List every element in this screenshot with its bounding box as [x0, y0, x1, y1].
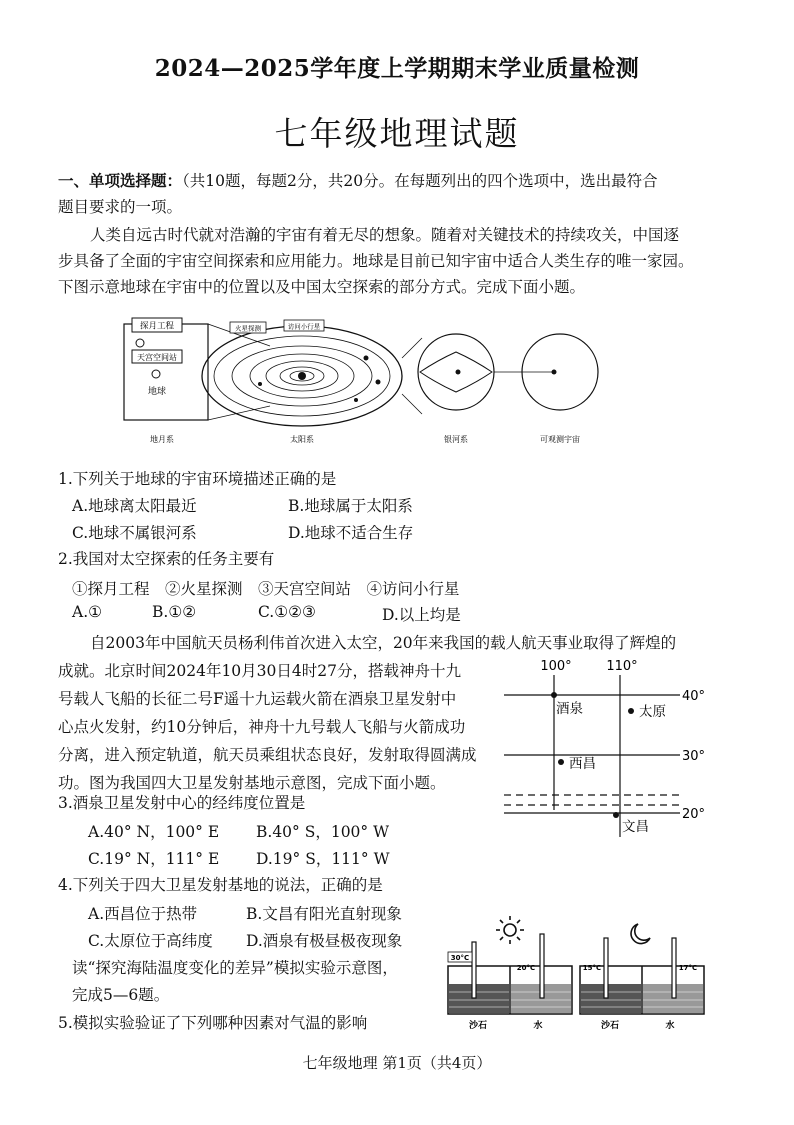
day-water-temp: 20°C [516, 964, 536, 972]
passage-2 [58, 657, 508, 797]
xichang-label: 西昌 [569, 756, 596, 772]
q4-stem: 4.下列关于四大卫星发射基地的说法，正确的是 [58, 876, 383, 894]
q1-option-a[interactable]: A.地球离太阳最近 [72, 497, 197, 515]
exam-title: 2024—2025学年度上学期期末学业质量检测 [154, 55, 640, 82]
lat-20-label: 20° [682, 807, 706, 822]
q3-option-d[interactable]: D.19° S，111° W [256, 850, 390, 868]
q4-option-b[interactable]: B.文昌有阳光直射现象 [246, 905, 402, 923]
night-sand-label: 沙石 [600, 1021, 620, 1031]
q1-option-c[interactable]: C.地球不属银河系 [72, 524, 197, 542]
q3-stem: 3.酒泉卫星发射中心的经纬度位置是 [58, 794, 306, 812]
passage-2-line1-wrap [58, 630, 748, 656]
caption-universe: 可观测宇宙 [540, 435, 580, 444]
day-water-label: 水 [533, 1021, 543, 1031]
wenchang-marker [613, 812, 619, 818]
q4-option-d[interactable]: D.酒泉有极昼极夜现象 [246, 932, 403, 950]
q3-option-a[interactable]: A.40° N，100° E [88, 823, 220, 841]
moon-probe-label: 探月工程 [139, 321, 175, 332]
q2-items: ①探月工程 ②火星探测 ③天宫空间站 ④访问小行星 [72, 580, 460, 598]
section-instructions-line2: 题目要求的一项。 [58, 198, 183, 216]
sun-icon [298, 372, 306, 380]
passage-3-line2: 完成5—6题。 [72, 986, 170, 1004]
subject-title: 七年级地理试题 [274, 114, 520, 153]
earth-label: 地球 [147, 387, 167, 397]
cosmic-hierarchy-figure [120, 310, 620, 450]
passage-1-line2: 步具备了全面的宇宙空间探索和应用能力。地球是目前已知宇宙中适合人类生存的唯一家园。 [58, 252, 694, 270]
jiuquan-label: 酒泉 [556, 701, 583, 717]
earth-icon [152, 370, 160, 378]
q3-option-b[interactable]: B.40° S，100° W [256, 823, 390, 841]
jiuquan-marker [551, 692, 557, 698]
tiangong-label: 天宫空间站 [137, 353, 177, 362]
asteroid-label: 访问小行星 [287, 322, 321, 331]
passage-2-line2: 成就。北京时间2024年10月30日4时27分，搭载神舟十九 [58, 662, 461, 680]
passage-3-line1: 读“探究海陆温度变化的差异”模拟实验示意图， [72, 959, 398, 977]
q1-stem: 1.下列关于地球的宇宙环境描述正确的是 [58, 470, 337, 488]
q2-option-d[interactable]: D.以上均是 [382, 606, 461, 624]
section-heading: 一、单项选择题： [58, 171, 183, 190]
moon-icon [136, 339, 144, 347]
passage-2-line3: 号载人飞船的长征二号F遥十九运载火箭在酒泉卫星发射中 [58, 690, 457, 708]
section-instructions-line1: （共10题，每题2分，共20分。在每题列出的四个选项中，选出最符合 [182, 172, 658, 190]
mars-label: 火星探测 [235, 324, 261, 333]
lon-100-label: 100° [540, 659, 572, 674]
passage-2-line4: 心点火发射，约10分钟后，神舟十九号载人飞船与火箭成功 [58, 718, 466, 736]
night-tank [580, 938, 704, 1014]
lon-110-label: 110° [606, 659, 638, 674]
q4-option-a[interactable]: A.西昌位于热带 [88, 905, 198, 923]
caption-galaxy: 银河系 [444, 435, 468, 444]
taiyuan-label: 太原 [639, 704, 666, 720]
night-water-temp: 17°C [678, 964, 698, 972]
q2-option-c[interactable]: C.①②③ [258, 603, 316, 621]
q3-option-c[interactable]: C.19° N，111° E [88, 850, 220, 868]
night-sand-temp: 15°C [582, 964, 602, 972]
q1-option-d[interactable]: D.地球不适合生存 [288, 524, 414, 542]
moon-icon [631, 924, 650, 944]
section-instructions [58, 168, 748, 220]
xichang-marker [558, 759, 564, 765]
q5-stem: 5.模拟实验验证了下列哪种因素对气温的影响 [58, 1014, 368, 1032]
lat-40-label: 40° [682, 689, 706, 704]
caption-earth-moon: 地月系 [150, 435, 174, 444]
earth-moon-box [124, 324, 208, 420]
wenchang-label: 文昌 [622, 819, 649, 835]
passage-1-line1: 人类自远古时代就对浩瀚的宇宙有着无尽的想象。随着对关键技术的持续攻关，中国逐 [90, 226, 680, 244]
passage-2-line6: 功。图为我国四大卫星发射基地示意图，完成下面小题。 [58, 774, 446, 792]
q1-option-b[interactable]: B.地球属于太阳系 [288, 497, 413, 515]
day-sand-temp: 30°C [450, 954, 470, 962]
page-footer: 七年级地理 第1页（共4页） [302, 1054, 492, 1072]
caption-solar: 太阳系 [290, 435, 314, 444]
q2-option-b[interactable]: B.①② [152, 603, 197, 621]
launch-sites-map [498, 655, 718, 840]
lat-30-label: 30° [682, 749, 706, 764]
experiment-figure [442, 912, 720, 1036]
q2-option-a[interactable]: A.① [72, 603, 103, 621]
night-water-label: 水 [665, 1021, 675, 1031]
q4-option-c[interactable]: C.太原位于高纬度 [88, 932, 213, 950]
day-tank [448, 934, 572, 1014]
q2-stem: 2.我国对太空探索的任务主要有 [58, 550, 275, 568]
day-sand-label: 沙石 [468, 1021, 488, 1031]
passage-2-line1: 自2003年中国航天员杨利伟首次进入太空，20年来我国的载人航天事业取得了辉煌的 [90, 634, 677, 652]
sun-icon [496, 916, 524, 944]
passage-1 [58, 222, 748, 300]
passage-1-line3: 下图示意地球在宇宙中的位置以及中国太空探索的部分方式。完成下面小题。 [58, 278, 586, 296]
taiyuan-marker [628, 708, 634, 714]
passage-2-line5: 分离，进入预定轨道，航天员乘组状态良好，发射取得圆满成 [58, 746, 477, 764]
